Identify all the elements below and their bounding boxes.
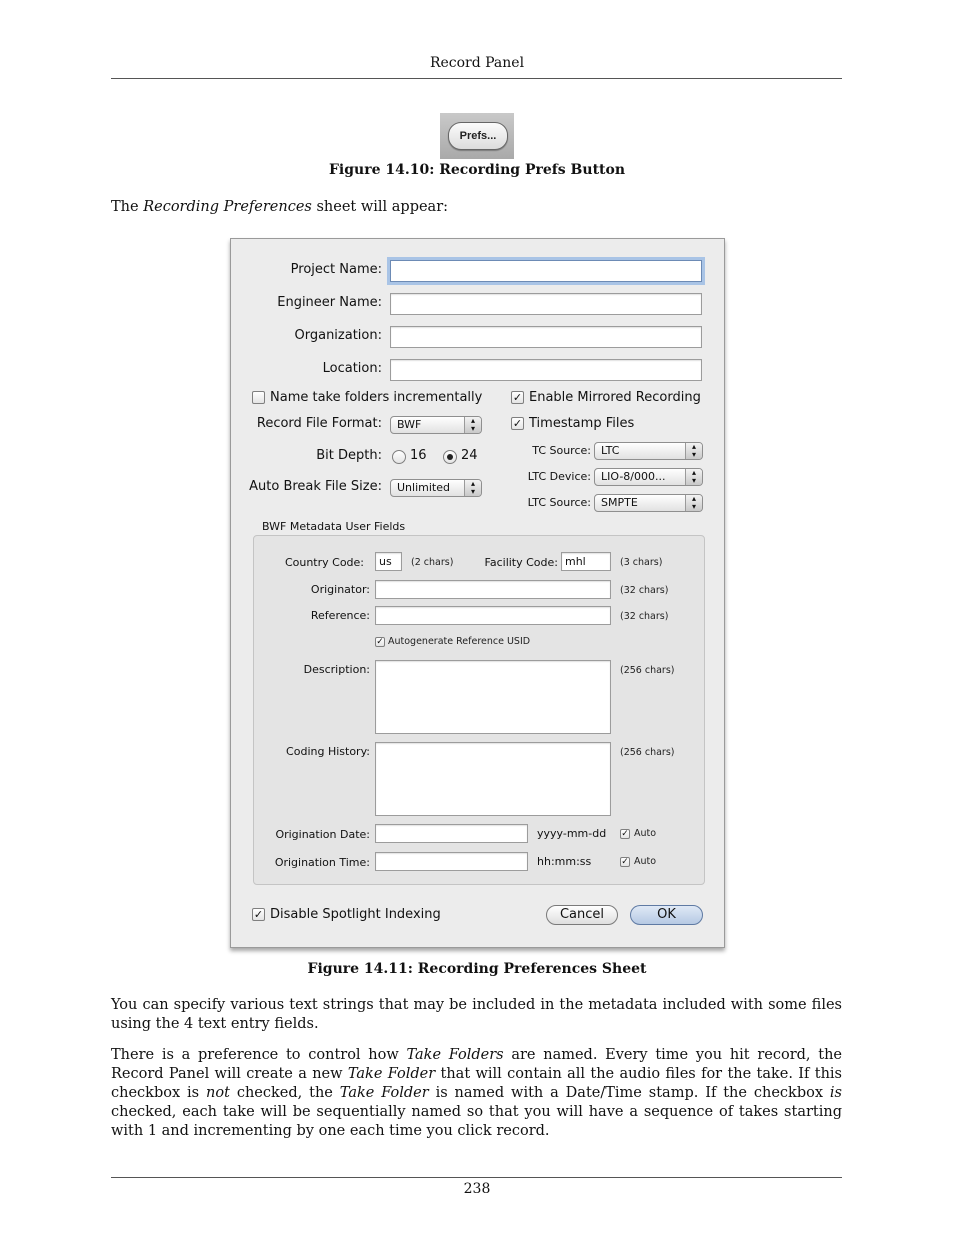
engineer-name-label: Engineer Name: (277, 295, 382, 310)
origination-time-format: hh:mm:ss (537, 855, 592, 868)
bwf-metadata-group (253, 535, 705, 885)
intro-italic: Recording Preferences (143, 199, 312, 215)
ltc-device-popup[interactable] (594, 468, 703, 486)
para-italic: is (829, 1085, 842, 1101)
popup-arrows-icon: ▴ ▾ (685, 443, 702, 459)
header-rule (111, 78, 842, 79)
origination-date-format: yyyy-mm-dd (537, 827, 607, 840)
project-name-label: Project Name: (290, 262, 382, 277)
organization-field[interactable] (390, 326, 702, 348)
disable-spotlight-checkbox[interactable]: ✓ (253, 908, 264, 921)
origination-time-field[interactable] (375, 852, 528, 871)
autogenerate-usid-checkbox[interactable]: ✓ (376, 637, 384, 647)
prefs-button-figure (440, 113, 514, 159)
coding-history-textarea[interactable] (375, 742, 611, 816)
originator-field[interactable] (375, 580, 611, 599)
origination-date-field[interactable] (375, 824, 528, 843)
description-label: Description: (303, 663, 370, 676)
record-file-format-value: BWF (397, 418, 422, 431)
para-text: is named with a Date/Time stamp. If the checkbox (428, 1085, 830, 1101)
origination-time-auto-checkbox[interactable]: ✓ (621, 857, 629, 867)
ltc-source-popup[interactable] (594, 494, 703, 512)
ltc-device-label: LTC Device: (527, 470, 591, 483)
enable-mirrored-label: Enable Mirrored Recording (529, 390, 701, 405)
project-name-field[interactable] (390, 260, 702, 282)
originator-hint: (32 chars) (620, 585, 669, 596)
bit-depth-label: Bit Depth: (316, 448, 382, 463)
figure-caption-prefs: Figure 14.10: Recording Prefs Button (328, 162, 626, 178)
popup-arrows-icon: ▴ ▾ (685, 495, 702, 511)
ltc-source-label: LTC Source: (527, 496, 591, 509)
page-header-title: Record Panel (429, 55, 525, 71)
originator-label: Originator: (310, 583, 370, 596)
popup-arrows-icon: ▴ ▾ (464, 417, 481, 433)
name-take-folders-label: Name take folders incrementally (270, 390, 483, 405)
bit-depth-24-radio[interactable] (443, 450, 457, 464)
autogenerate-usid-label: Autogenerate Reference USID (388, 636, 531, 647)
para-italic: Take Folders (406, 1047, 504, 1063)
para-italic: not (206, 1085, 230, 1101)
auto-break-popup[interactable] (390, 479, 482, 497)
bit-depth-24-label: 24 (461, 448, 478, 463)
page-number: 238 (463, 1181, 491, 1197)
recording-preferences-sheet (230, 238, 725, 948)
intro-text-end: sheet will appear: (311, 199, 449, 215)
auto-break-value: Unlimited (397, 481, 450, 494)
country-code-label: Country Code: (284, 556, 364, 569)
para-italic: Take Folder (339, 1085, 429, 1101)
bit-depth-16-radio[interactable] (392, 450, 406, 464)
facility-code-hint: (3 chars) (620, 557, 663, 568)
paragraph-take-folders (111, 1046, 842, 1141)
location-label: Location: (322, 361, 382, 376)
para-text: that will contain all the audio files for the take. If this checkbox is (111, 1066, 842, 1101)
prefs-button[interactable]: Prefs... (448, 122, 508, 150)
coding-history-hint: (256 chars) (620, 747, 675, 758)
disable-spotlight-label: Disable Spotlight Indexing (270, 907, 441, 922)
cancel-button[interactable]: Cancel (546, 905, 618, 925)
auto-break-label: Auto Break File Size: (249, 479, 382, 494)
description-textarea[interactable] (375, 660, 611, 734)
ltc-source-value: SMPTE (601, 496, 638, 509)
organization-label: Organization: (294, 328, 382, 343)
origination-date-auto-checkbox[interactable]: ✓ (621, 829, 629, 839)
footer-rule (111, 1177, 842, 1178)
coding-history-label: Coding History: (286, 745, 370, 758)
figure-caption-sheet: Figure 14.11: Recording Preferences Sheet (307, 961, 647, 977)
popup-arrows-icon: ▴ ▾ (464, 480, 481, 496)
engineer-name-field[interactable] (390, 293, 702, 315)
country-code-field[interactable]: us (375, 552, 402, 571)
facility-code-field[interactable]: mhl (561, 552, 611, 571)
timestamp-files-label: Timestamp Files (529, 416, 635, 431)
record-file-format-popup[interactable] (390, 416, 482, 434)
para-text: checked, each take will be sequentially named so that you will have a sequence of takes starting with 1 and incrementing by one each time you click record. (111, 1104, 842, 1139)
reference-field[interactable] (375, 606, 611, 625)
para-text: checked, the (229, 1085, 340, 1101)
origination-time-label: Origination Time: (274, 856, 370, 869)
enable-mirrored-checkbox[interactable]: ✓ (512, 391, 523, 404)
tc-source-popup[interactable] (594, 442, 703, 460)
intro-paragraph (111, 198, 842, 217)
bwf-group-title: BWF Metadata User Fields (262, 520, 406, 533)
name-take-folders-checkbox[interactable] (252, 391, 265, 404)
origination-date-label: Origination Date: (275, 828, 370, 841)
facility-code-label: Facility Code: (484, 556, 558, 569)
para-text: There is a preference to control how (111, 1047, 407, 1063)
intro-text: The (111, 199, 144, 215)
description-hint: (256 chars) (620, 665, 675, 676)
tc-source-value: LTC (601, 444, 620, 457)
timestamp-files-checkbox[interactable]: ✓ (512, 417, 523, 430)
reference-hint: (32 chars) (620, 611, 669, 622)
location-field[interactable] (390, 359, 702, 381)
paragraph-text-fields: You can specify various text strings that may be included in the metadata included with some files using the 4 text entry fields. (111, 997, 842, 1032)
reference-label: Reference: (310, 609, 370, 622)
para-text: are named. Every time you hit record, the Record Panel will create a new (111, 1047, 842, 1082)
tc-source-label: TC Source: (532, 444, 591, 457)
para-italic: Take Folder (347, 1066, 436, 1082)
bit-depth-16-label: 16 (410, 448, 427, 463)
origination-time-auto-label: Auto (634, 856, 657, 867)
country-code-hint: (2 chars) (411, 557, 454, 568)
ok-button[interactable]: OK (630, 905, 703, 925)
popup-arrows-icon: ▴ ▾ (685, 469, 702, 485)
origination-date-auto-label: Auto (634, 828, 657, 839)
ltc-device-value: LIO-8/000... (601, 470, 666, 483)
record-file-format-label: Record File Format: (256, 416, 382, 431)
